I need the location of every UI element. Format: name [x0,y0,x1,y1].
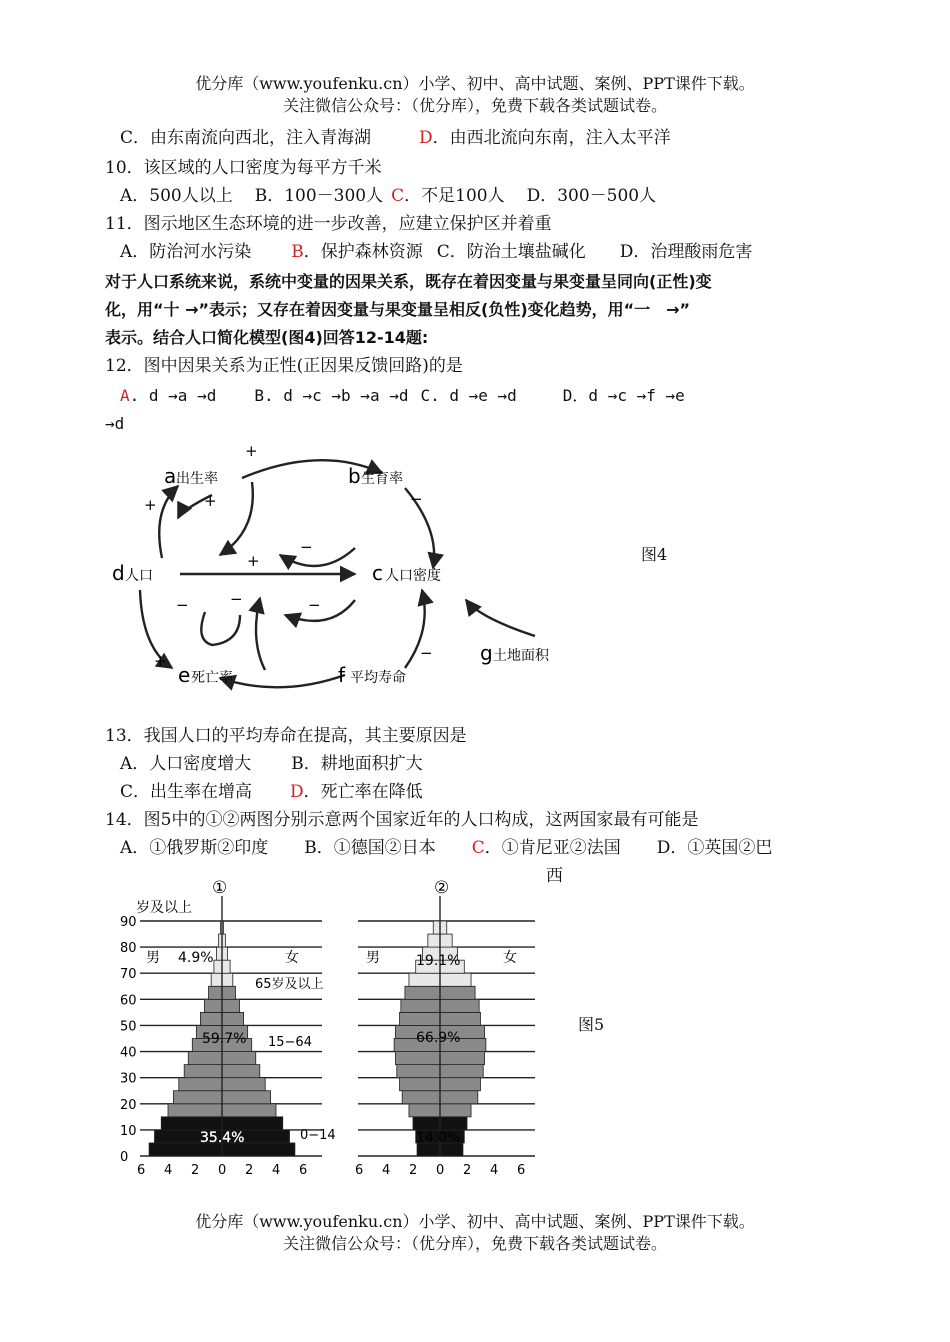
q14-option-a: A．①俄罗斯②印度 [120,838,269,858]
p2-young-pct: 14.0% [416,1130,461,1146]
arrow-e-d-inner [201,612,240,645]
pyramid-1-x-tick-label: 2 [245,1163,254,1178]
node-e-label: 死亡率 [191,670,233,686]
label-15-64: 15−64 [268,1035,312,1050]
q12-options [120,386,685,405]
p1-mid-pct: 59.7% [202,1031,247,1047]
node-e-letter: e [178,663,191,687]
node-c-letter: c [372,561,383,585]
pyramid-2 [358,896,535,1156]
pyramid-2-x-tick-label: 2 [463,1163,472,1178]
p1-old-pct: 4.9% [178,950,214,966]
q14-stem: 14．图5中的①②两图分别示意两个国家近年的人口构成，这两国家最有可能是 [105,810,699,830]
q14-option-b: B．①德国②日本 [304,838,436,858]
pyramid-1-x-tick-label: 2 [191,1163,200,1178]
y-tick-label: 0 [120,1150,129,1165]
q13-option-c: C．出生率在增高 [120,782,253,802]
intro-line-1: 对于人口系统来说，系统中变量的因果关系，既存在着因变量与果变量呈同向(正性)变 [105,272,712,291]
figure-5-pyramids [110,876,535,1181]
q10-stem: 10．该区域的人口密度为每平方千米 [105,158,382,178]
sign-a-inner: + [204,492,217,510]
footer-line-2: 关注微信公众号：（优分库），免费下载各类试题试卷。 [282,1234,667,1253]
q10-option-b: B．100－300人 [254,186,384,206]
intro-line-2: 化，用“十 →”表示；又存在着因变量与果变量呈相反(负性)变化趋势，用“一 →” [105,300,691,319]
pyramid-1-title: ① [212,878,228,898]
pyramid-1-x-tick-label: 4 [164,1163,173,1178]
q10-option-a: A．500人以上 [120,186,233,206]
pyramid-2-x-tick-label: 0 [436,1163,445,1178]
arrow-f-to-e [220,675,345,687]
footer-line-1: 优分库（www.youfenku.cn）小学、初中、高中试题、案例、PPT课件下载。 [195,1212,755,1231]
y-tick-label: 30 [120,1071,137,1087]
pyramid-2-x-tick-label: 6 [355,1163,364,1178]
pyramid-2-title: ② [434,878,450,898]
q10-option-c: ．不足100人 [404,186,505,206]
q13-option-b: B．耕地面积扩大 [291,754,423,774]
figure-4-diagram [100,440,580,700]
p1-young-pct: 35.4% [200,1130,245,1146]
q12-option-c: C. d →e →d [420,386,517,405]
q11-option-b: ．保护森林资源 [303,242,423,262]
y-tick-label: 60 [120,993,137,1009]
arrow-c-to-b-inner [280,548,355,566]
header-line-1: 优分库（www.youfenku.cn）小学、初中、高中试题、案例、PPT课件下载。 [195,74,755,93]
figure-4-caption: 图4 [641,545,668,564]
q12-option-a: . d →a →d [129,386,217,405]
y-tick-label: 10 [120,1123,137,1139]
sign-e-inner-2: − [230,590,243,608]
p2-old-pct: 19.1% [416,953,461,969]
q12-stem: 12．图中因果关系为正性(正因果反馈回路)的是 [105,356,463,376]
node-f-letter: f [338,663,346,687]
node-c-label: 人口密度 [385,568,441,584]
node-f-label: 平均寿命 [350,670,406,686]
q12-option-d-cont: →d [105,414,125,433]
q11-stem: 11．图示地区生态环境的进一步改善，应建立保护区并着重 [105,214,552,234]
q12-option-b: B. d →c →b →a →d [254,386,409,405]
pyramid-2-x-tick-label: 4 [382,1163,391,1178]
q9-options [120,128,671,148]
sign-c-b-inner: − [300,538,313,556]
q14-option-d-cont: 西 [546,866,563,886]
q13-answer-d: D [290,782,304,802]
node-d-letter: d [112,561,125,585]
node-d-label: 人口 [125,568,153,584]
y-tick-label: 20 [120,1097,137,1113]
y-tick-label: 40 [120,1045,137,1061]
q11-option-c: C．防治土壤盐碱化 [436,242,586,262]
sign-a-b: + [245,442,258,460]
sign-d-a: + [144,496,157,514]
node-a-letter: a [164,464,177,488]
age-top-label: 岁及以上 [136,900,192,916]
pyramid-2-x-tick-label: 4 [490,1163,499,1178]
label-65-plus: 65岁及以上 [255,977,324,992]
q10-answer-c: C [391,186,405,206]
q11-option-d: D．治理酸雨危害 [619,242,753,262]
pyramid-1-x-tick-label: 4 [272,1163,281,1178]
node-b-letter: b [348,464,361,488]
node-b-label: 生育率 [361,471,403,487]
q14-answer-c: C [471,838,485,858]
q10-options [120,186,656,206]
q11-options [120,242,752,262]
pyramid-2-x-tick-label: 6 [517,1163,526,1178]
p2-male-label: 男 [366,950,380,966]
header-line-2: 关注微信公众号：（优分库），免费下载各类试题试卷。 [282,96,667,115]
figure-5-caption: 图5 [578,1015,605,1034]
node-a-label: 出生率 [176,471,218,487]
sign-b-c: − [410,490,423,508]
q12-option-d: D．d →c →f →e [562,386,685,405]
pyramid-1-x-tick-label: 0 [218,1163,227,1178]
q9-option-d: ．由西北流向东南，注入太平洋 [432,128,671,148]
p1-male-label: 男 [146,950,160,966]
q9-answer-d: D [419,128,433,148]
p2-mid-pct: 66.9% [416,1030,461,1046]
sign-e-inner: − [176,596,189,614]
y-tick-label: 70 [120,967,137,983]
q9-option-c: C．由东南流向西北，注入青海湖 [120,128,372,148]
q13-options-row2 [120,782,423,802]
q13-stem: 13．我国人口的平均寿命在提高，其主要原因是 [105,726,467,746]
pyramid-1-x-tick-label: 6 [299,1163,308,1178]
q13-option-d: ．死亡率在降低 [303,782,423,802]
q14-option-c: ．①肯尼亚②法国 [484,838,621,858]
pyramid-1-x-tick-label: 6 [137,1163,146,1178]
arrow-e-inner-2 [256,598,265,670]
arrow-d-to-a [159,486,178,558]
q13-option-a: A．人口密度增大 [120,754,252,774]
q13-options-row1 [120,754,423,774]
sign-d-e: + [154,652,167,670]
q12-answer-a: A [120,386,130,405]
q11-option-a: A．防治河水污染 [120,242,252,262]
label-0-14: 0−14 [300,1128,336,1143]
q14-option-d: D．①英国②巴 [656,838,773,858]
arrow-a-inner-2 [220,482,253,555]
y-tick-label: 50 [120,1019,137,1035]
pyramid-1 [140,896,322,1156]
pyramid-2-x-tick-label: 2 [409,1163,418,1178]
intro-line-3: 表示。结合人口简化模型(图4)回答12-14题: [105,328,429,347]
q11-answer-b: B [291,242,304,262]
y-tick-label: 90 [120,915,137,930]
p1-female-label: 女 [285,950,299,966]
q10-option-d: D．300－500人 [526,186,657,206]
arrow-g-to-c [466,600,535,636]
sign-c-f: − [420,644,433,662]
node-g-letter: g [480,641,493,665]
y-tick-label: 80 [120,941,137,957]
sign-c-f-inner: − [308,596,321,614]
sign-a-inner-2: + [247,552,260,570]
node-g-label: 土地面积 [493,648,549,664]
p2-female-label: 女 [503,950,517,966]
q14-options [120,838,772,858]
